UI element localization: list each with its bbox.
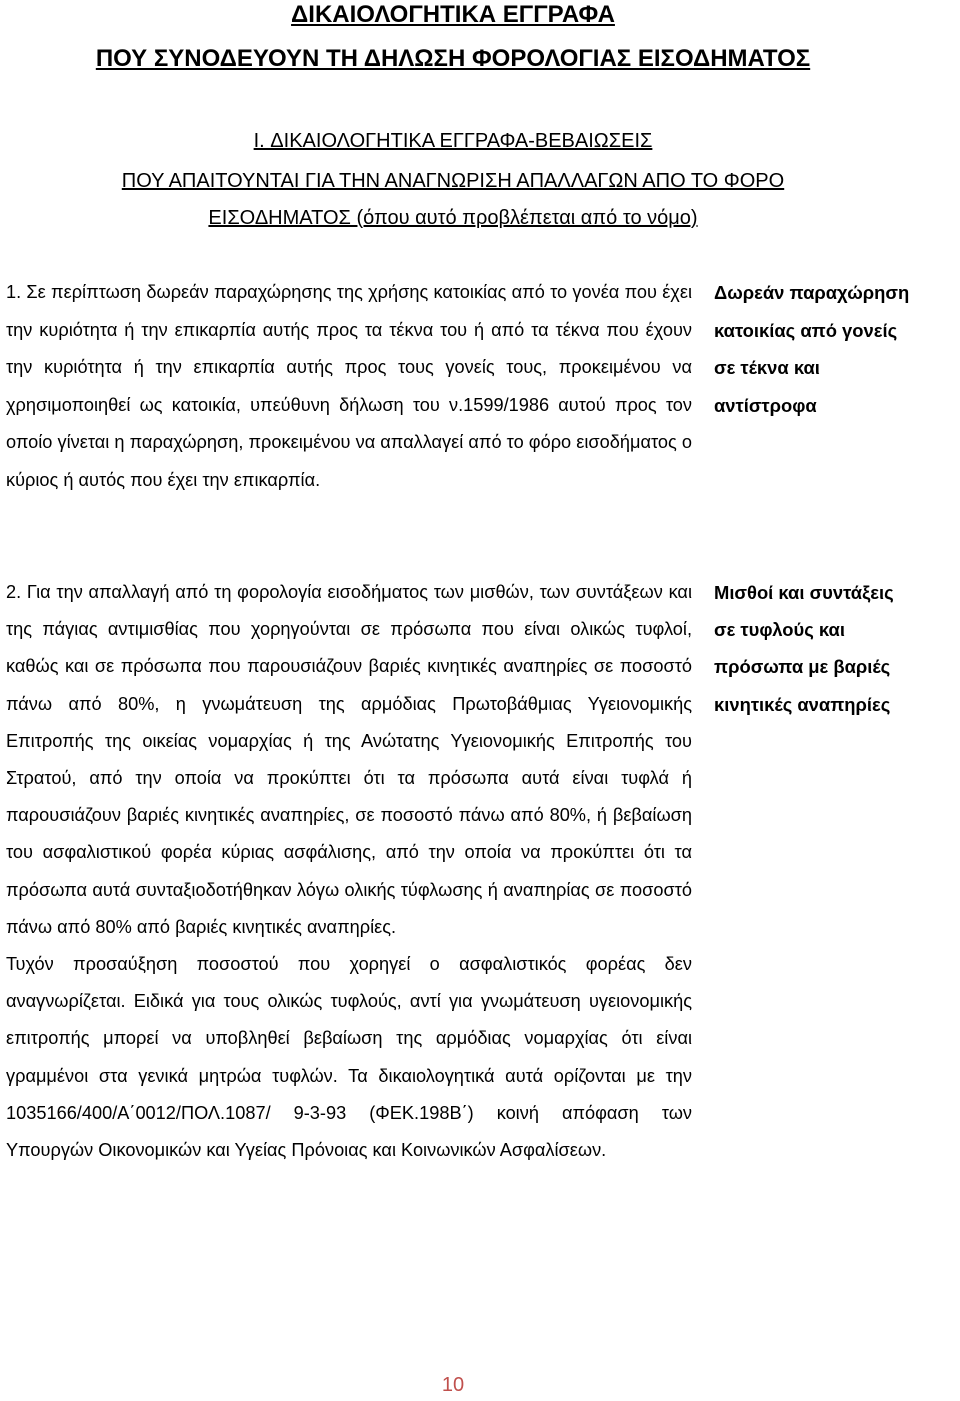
margin-note-line: Μισθοί και συντάξεις [714,582,894,603]
section-heading-line-3: ΕΙΣΟΔΗΜΑΤΟΣ (όπου αυτό προβλέπεται από το νόμο) [208,207,698,229]
item-2-block [6,574,692,1169]
margin-note-line: σε τυφλούς και [714,619,845,641]
margin-note-line: κατοικίας από γονείς [714,319,898,341]
margin-note-line: Δωρεάν παραχώρηση [714,282,910,303]
margin-note-line: σε τέκνα και [714,357,820,379]
item-1-margin-note [714,274,960,424]
item-2-text-continued: Τυχόν προσαύξηση ποσοστού που χορηγεί ο ασφαλιστικός φορέας δεν αναγνωρίζεται. Ειδικά για τους ολικώς τυφλούς, αντί για γνωμάτευση υγειονομικής επιτροπής μπορεί να υποβληθεί βεβαίωση της αρμόδιας νομαρχίας ότι είναι γραμμένοι στα γενικά μητρώα τυφλών. Τα δικαιολογητικά αυτά ορίζονται με την 1035166/400/Α΄0012/ΠΟΛ.1087/ 9-3-93 (ΦΕΚ.198Β΄) κοινή απόφαση των Υπουργών Οικονομικών και Υγείας Πρόνοιας και Κοινωνικών Ασφαλίσεων. [6,954,692,1161]
document-title: ΔΙΚΑΙΟΛΟΓΗΤΙΚΑ ΕΓΓΡΑΦΑ [291,1,615,28]
section-heading-line-2: ΠΟΥ ΑΠΑΙΤΟΥΝΤΑΙ ΓΙΑ ΤΗΝ ΑΝΑΓΝΩΡΙΣΗ ΑΠΑΛΛΑΓΩΝ ΑΠΟ ΤΟ ΦΟΡΟ [121,170,785,192]
item-2-text: 2. Για την απαλλαγή από τη φορολογία εισοδήματος των μισθών, των συντάξεων και της πάγιας αντιμισθίας που χορηγούνται σε πρόσωπα που είναι ολικώς τυφλοί, καθώς και σε πρόσωπα που παρουσιάζουν βαριές κινητικές αναπηρίες σε ποσοστό πάνω από 80%, η γνωμάτευση της αρμόδιας Πρωτοβάθμιας Υγειονομικής Επιτροπής της οικείας νομαρχίας ή της Ανώτατης Υγειονομικής Επιτροπής του Στρατού, από την οποία να προκύπτει ότι τα πρόσωπα αυτά είναι τυφλά ή παρουσιάζουν βαριές κινητικές αναπηρίες, σε ποσοστό πάνω από 80%, ή βεβαίωση του ασφαλιστικού φορέα κύριας ασφάλισης, από την οποία να προκύπτει ότι τα πρόσωπα αυτά συνταξιοδοτήθηκαν λόγω ολικής τύφλωσης ή αναπηρίας σε ποσοστό πάνω από 80% από βαριές κινητικές αναπηρίες. [6,582,692,937]
page-number: 10 [441,1374,465,1396]
margin-note-line: πρόσωπα με βαριές [714,656,891,678]
margin-note-line: αντίστροφα [714,394,817,416]
margin-note-line: κινητικές αναπηρίες [714,693,891,715]
item-1-text: 1. Σε περίπτωση δωρεάν παραχώρησης της χρήσης κατοικίας από το γονέα που έχει την κυριότητα ή την επικαρπία αυτής προς τα τέκνα του ή από τα τέκνα που έχουν την κυριότητα ή την επικαρπία αυτής προς τους γονείς τους, προκειμένου να χρησιμοποιηθεί ως κατοικία, υπεύθυνη δήλωση του ν.1599/1986 αυτού προς τον οποίο γίνεται η παραχώρηση, προκειμένου να απαλλαγεί από το φόρο εισοδήματος ο κύριος ή αυτός που έχει την επικαρπία. [6,282,692,490]
section-heading-line-1: I. ΔΙΚΑΙΟΛΟΓΗΤΙΚΑ ΕΓΓΡΑΦΑ-ΒΕΒΑΙΩΣΕΙΣ [253,130,653,152]
document-subtitle: ΠΟΥ ΣΥΝΟΔΕΥΟΥΝ ΤΗ ΔΗΛΩΣΗ ΦΟΡΟΛΟΓΙΑΣ ΕΙΣΟΔΗΜΑΤΟΣ [95,45,811,72]
item-2-margin-note [714,574,960,723]
